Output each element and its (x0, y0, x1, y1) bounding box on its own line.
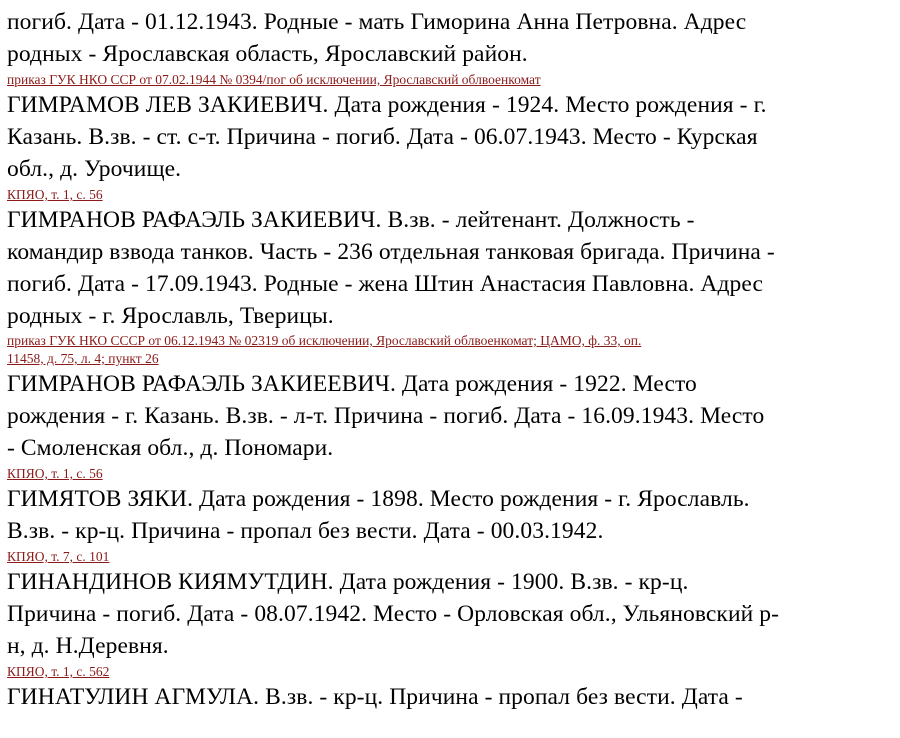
record-text-line: ГИНАТУЛИН АГМУЛА. В.зв. - кр-ц. Причина - пропал без вести. Дата - (7, 684, 743, 710)
record-entry (7, 368, 897, 482)
source-reference-link[interactable]: 11458, д. 75, л. 4; пункт 26 (7, 351, 159, 366)
record-text-line: погиб. Дата - 17.09.1943. Родные - жена Штин Анастасия Павловна. Адрес (7, 271, 764, 297)
record-text-line: командир взвода танков. Часть - 236 отдельная танковая бригада. Причина - (7, 239, 775, 265)
record-text-line: ГИМРАНОВ РАФАЭЛЬ ЗАКИЕЕВИЧ. Дата рождения - 1922. Место (7, 371, 697, 397)
record-text-line: ГИНАНДИНОВ КИЯМУТДИН. Дата рождения - 1900. В.зв. - кр-ц. (7, 569, 689, 595)
record-entry (7, 204, 897, 367)
source-reference-link[interactable]: приказ ГУК НКО СССР от 06.12.1943 № 02319 об исключении, Ярославский облвоенкомат; ЦАМО, ф. 33, оп. (7, 333, 642, 348)
record-text-line: Причина - погиб. Дата - 08.07.1942. Место - Орловская обл., Ульяновский р- (7, 601, 780, 627)
record-entry (7, 566, 897, 680)
record-text-line: рождения - г. Казань. В.зв. - л-т. Причина - погиб. Дата - 16.09.1943. Место (7, 403, 765, 429)
record-text-line: В.зв. - кр-ц. Причина - пропал без вести. Дата - 00.03.1942. (7, 518, 604, 544)
source-reference-link[interactable]: КПЯО, т. 1, с. 56 (7, 466, 103, 481)
record-text-line: погиб. Дата - 01.12.1943. Родные - мать Гиморина Анна Петровна. Адрес (7, 9, 747, 35)
record-text-line: ГИМЯТОВ ЗЯКИ. Дата рождения - 1898. Место рождения - г. Ярославль. (7, 486, 750, 512)
record-text-line: обл., д. Урочище. (7, 156, 182, 182)
record-text-line: - Смоленская обл., д. Пономари. (7, 435, 334, 461)
source-reference-link[interactable]: КПЯО, т. 1, с. 56 (7, 187, 103, 202)
record-text-line: ГИМРАМОВ ЛЕВ ЗАКИЕВИЧ. Дата рождения - 1924. Место рождения - г. (7, 92, 767, 118)
record-entry (7, 6, 897, 88)
record-entry (7, 483, 897, 565)
record-text-line: ГИМРАНОВ РАФАЭЛЬ ЗАКИЕВИЧ. В.зв. - лейтенант. Должность - (7, 207, 695, 233)
record-entry (7, 89, 897, 203)
record-text-line: н, д. Н.Деревня. (7, 633, 169, 659)
record-text-line: родных - г. Ярославль, Тверицы. (7, 303, 334, 329)
source-reference-link[interactable]: КПЯО, т. 1, с. 562 (7, 664, 110, 679)
source-reference-link[interactable]: КПЯО, т. 7, с. 101 (7, 549, 110, 564)
record-entry (7, 681, 897, 713)
document-page (7, 0, 897, 713)
record-text-line: Казань. В.зв. - ст. с-т. Причина - погиб. Дата - 06.07.1943. Место - Курская (7, 124, 758, 150)
record-text-line: родных - Ярославская область, Ярославский район. (7, 41, 528, 67)
source-reference-link[interactable]: приказ ГУК НКО ССР от 07.02.1944 № 0394/пог об исключении, Ярославский облвоенкомат (7, 72, 541, 87)
